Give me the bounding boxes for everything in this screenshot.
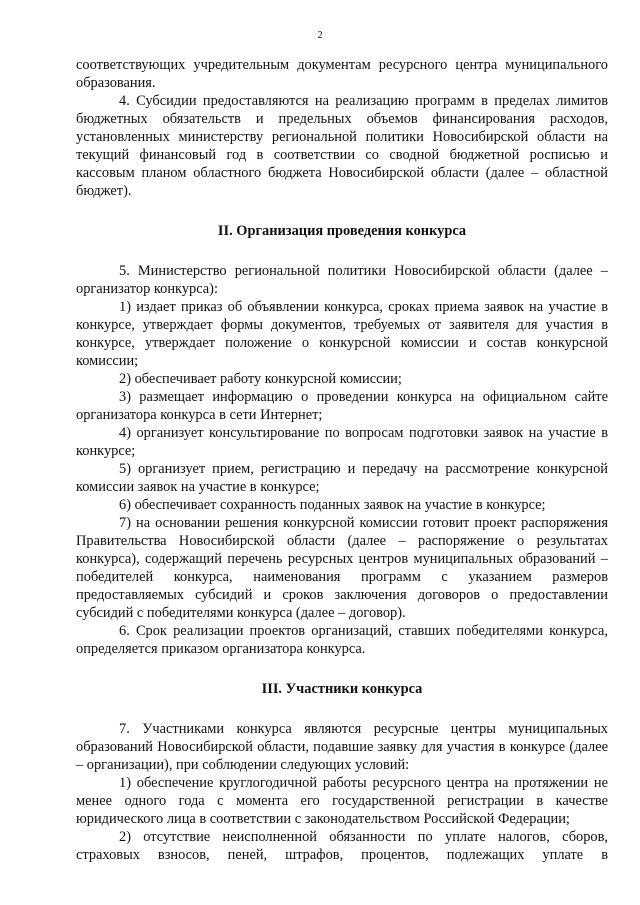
paragraph-condition-1: 1) обеспечение круглогодичной работы ресурсного центра на протяжении не менее одного года с момента его государственной регистрации в качестве юридического лица в соответствии с законодательством Российской Федерации; xyxy=(76,775,608,827)
paragraph-item-7: 7. Участниками конкурса являются ресурсные центры муниципальных образований Новосибирской области, подавшие заявку для участия в конкурсе (далее – организации), при соблюдении следующих условий: xyxy=(76,721,608,773)
paragraph-subitem-7: 7) на основании решения конкурсной комиссии готовит проект распоряжения Правительства Новосибирской области (далее – распоряжение о результатах конкурса), содержащий перечень ресурсных центров муниципальных образований – победителей конкурса, наименования программ с указанием размеров предоставляемых субсидий и сроков заключения договоров о предоставлении субсидий с победителями конкурса (далее – договор). xyxy=(76,515,608,621)
paragraph-item-4: 4. Субсидии предоставляются на реализацию программ в пределах лимитов бюджетных обязательств и предельных объемов финансирования расходов, установленных министерству региональной политики Новосибирской области на текущий финансовый год в соответствии со сводной бюджетной росписью и кассовым планом областного бюджета Новосибирской области (далее – областной бюджет). xyxy=(76,93,608,199)
paragraph-subitem-3: 3) размещает информацию о проведении конкурса на официальном сайте организатора конкурса в сети Интернет; xyxy=(76,389,608,423)
page-number: 2 xyxy=(317,30,323,41)
paragraph-item-6: 6. Срок реализации проектов организаций, ставших победителями конкурса, определяется приказом организатора конкурса. xyxy=(76,623,608,657)
section-heading-2: II. Организация проведения конкурса xyxy=(217,223,467,239)
paragraph-condition-2: 2) отсутствие неисполненной обязанности по уплате налогов, сборов, страховых взносов, пеней, штрафов, процентов, подлежащих уплате в xyxy=(76,829,608,863)
paragraph-continuation: соответствующих учредительным документам ресурсного центра муниципального образования. xyxy=(76,57,608,91)
section-heading-3: III. Участники конкурса xyxy=(261,681,423,697)
paragraph-subitem-2: 2) обеспечивает работу конкурсной комиссии; xyxy=(119,371,402,387)
paragraph-subitem-6: 6) обеспечивает сохранность поданных заявок на участие в конкурсе; xyxy=(119,497,546,513)
paragraph-subitem-4: 4) организует консультирование по вопросам подготовки заявок на участие в конкурсе; xyxy=(76,425,608,459)
document-body xyxy=(76,56,608,864)
paragraph-subitem-5: 5) организует прием, регистрацию и передачу на рассмотрение конкурсной комиссии заявок на участие в конкурсе; xyxy=(76,461,608,495)
paragraph-item-5: 5. Министерство региональной политики Новосибирской области (далее – организатор конкурса): xyxy=(76,263,608,297)
paragraph-subitem-1: 1) издает приказ об объявлении конкурса, сроках приема заявок на участие в конкурсе, утверждает формы документов, требуемых от заявителя для участия в конкурсе, утверждает положение о конкурсной комиссии и состав конкурсной комиссии; xyxy=(76,299,608,369)
